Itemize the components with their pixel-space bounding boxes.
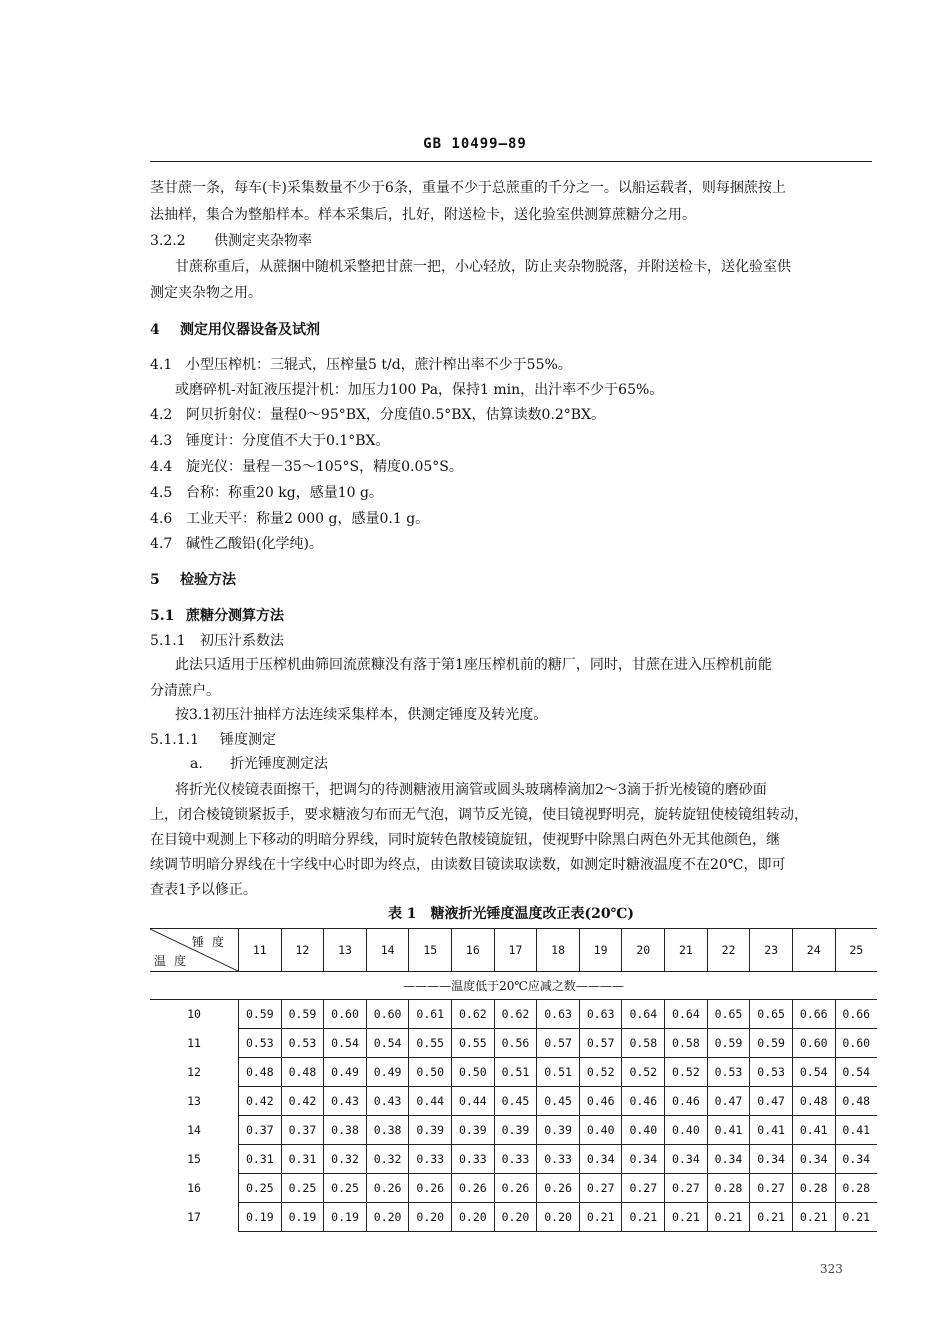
section-number: 5 <box>150 572 160 588</box>
table-cell: 0.48 <box>835 1087 877 1116</box>
table-row <box>150 1203 877 1232</box>
table-cell: 0.42 <box>281 1087 324 1116</box>
column-header: 12 <box>281 929 324 972</box>
column-header: 24 <box>792 929 835 972</box>
section-title: 锤度测定 <box>220 732 276 748</box>
table-cell: 0.27 <box>622 1174 665 1203</box>
table-cell: 0.43 <box>366 1087 409 1116</box>
table-cell: 0.58 <box>622 1029 665 1058</box>
corner-label-brix: 锤度 <box>191 935 232 949</box>
table-cell: 0.44 <box>452 1087 495 1116</box>
item-number: 4.5 <box>150 485 173 501</box>
corner-label-temp: 温度 <box>154 954 195 968</box>
row-temperature: 11 <box>187 1036 201 1050</box>
table-cell: 0.60 <box>366 1000 409 1029</box>
item-number: 4.2 <box>150 407 173 423</box>
item-text: 锤度计：分度值不大于0.1°BX。 <box>186 433 390 449</box>
paragraph-line: 上，闭合棱镜锁紧扳手，要求糖液匀布而无气泡，调节反光镜，使目镜视野明亮，旋转旋钮使棱镜组转动， <box>150 807 808 823</box>
table-cell: 0.59 <box>707 1029 750 1058</box>
item-text: 碱性乙酸铅(化学纯)。 <box>186 536 323 552</box>
item-number: 4.1 <box>150 357 173 373</box>
table-cell: 0.20 <box>409 1203 452 1232</box>
table-cell: 0.34 <box>835 1145 877 1174</box>
table-cell: 0.20 <box>366 1203 409 1232</box>
table-cell: 0.50 <box>452 1058 495 1087</box>
table-cell: 0.48 <box>239 1058 282 1087</box>
table-cell: 0.54 <box>792 1058 835 1087</box>
table-cell: 0.42 <box>239 1087 282 1116</box>
table-cell: 0.27 <box>750 1174 793 1203</box>
section-number: 5.1 <box>150 608 175 624</box>
section-5-1 <box>150 606 872 626</box>
table-cell: 0.38 <box>324 1116 367 1145</box>
column-header: 19 <box>579 929 622 972</box>
table-cell: 0.34 <box>792 1145 835 1174</box>
column-header: 11 <box>239 929 282 972</box>
table-cell: 0.33 <box>494 1145 537 1174</box>
table-cell: 0.64 <box>665 1000 708 1029</box>
item-a <box>190 754 872 774</box>
item-number: 4.3 <box>150 433 173 449</box>
item-4-3 <box>150 431 872 451</box>
table-note: ————温度低于20℃应减之数———— <box>150 972 877 1000</box>
table-cell: 0.62 <box>452 1000 495 1029</box>
paragraph-line: 测定夹杂物之用。 <box>150 285 262 301</box>
table-cell: 0.26 <box>537 1174 580 1203</box>
table-cell: 0.52 <box>579 1058 622 1087</box>
table-cell: 0.31 <box>239 1145 282 1174</box>
table-cell: 0.45 <box>494 1087 537 1116</box>
table-cell: 0.19 <box>281 1203 324 1232</box>
table-cell: 0.55 <box>409 1029 452 1058</box>
section-title: 检验方法 <box>180 572 236 588</box>
item-text: 小型压榨机：三辊式，压榨量5 t/d，蔗汁榨出率不少于55%。 <box>186 357 572 373</box>
table-cell: 0.62 <box>494 1000 537 1029</box>
table-cell: 0.27 <box>579 1174 622 1203</box>
table-cell: 0.20 <box>537 1203 580 1232</box>
section-number: 4 <box>150 322 160 338</box>
item-4-1 <box>150 355 872 375</box>
table-cell: 0.32 <box>324 1145 367 1174</box>
table-body <box>150 1000 877 1232</box>
table-cell: 0.58 <box>665 1029 708 1058</box>
table-cell: 0.47 <box>750 1087 793 1116</box>
table-cell: 0.54 <box>835 1058 877 1087</box>
paragraph-line: 分清蔗户。 <box>150 683 220 699</box>
section-number: 5.1.1.1 <box>150 732 199 748</box>
section-4 <box>150 320 872 340</box>
paragraph-line: 按3.1初压汁抽样方法连续采集样本，供测定锤度及转光度。 <box>175 707 548 723</box>
table-cell: 0.55 <box>452 1029 495 1058</box>
column-header: 20 <box>622 929 665 972</box>
item-number: a. <box>190 756 203 772</box>
table-cell: 0.34 <box>579 1145 622 1174</box>
section-title: 供测定夹杂物率 <box>214 233 312 249</box>
table-cell: 0.53 <box>750 1058 793 1087</box>
table-cell: 0.39 <box>452 1116 495 1145</box>
table-cell: 0.52 <box>622 1058 665 1087</box>
table-cell: 0.41 <box>707 1116 750 1145</box>
table-cell: 0.41 <box>750 1116 793 1145</box>
paragraph-line: 在目镜中观测上下移动的明暗分界线，同时旋转色散棱镜旋钮，使视野中除黑白两色外无其他颜色，继 <box>150 832 780 848</box>
table-cell: 0.49 <box>324 1058 367 1087</box>
table-cell: 0.21 <box>579 1203 622 1232</box>
table-cell: 0.59 <box>281 1000 324 1029</box>
paragraph-line: 甘蔗称重后，从蔗捆中随机采整把甘蔗一把，小心轻放，防止夹杂物脱落，并附送检卡，送化验室供 <box>175 259 791 275</box>
item-4-1-alt: 或磨碎机-对缸液压提汁机：加压力100 Pa，保持1 min，出汁率不少于65%。 <box>175 382 664 398</box>
table-cell: 0.26 <box>494 1174 537 1203</box>
table-cell: 0.56 <box>494 1029 537 1058</box>
table-cell: 0.65 <box>707 1000 750 1029</box>
table-row <box>150 1058 877 1087</box>
corner-cell <box>150 929 239 972</box>
table-cell: 0.26 <box>409 1174 452 1203</box>
table-cell: 0.19 <box>239 1203 282 1232</box>
table-cell: 0.46 <box>665 1087 708 1116</box>
column-header: 16 <box>452 929 495 972</box>
table-cell: 0.47 <box>707 1087 750 1116</box>
item-number: 4.6 <box>150 511 173 527</box>
page-number: 323 <box>820 1262 843 1276</box>
table-cell: 0.33 <box>452 1145 495 1174</box>
section-title: 测定用仪器设备及试剂 <box>180 322 320 338</box>
paragraph-line: 续调节明暗分界线在十字线中心时即为终点，由读数目镜读取读数，如测定时糖液温度不在20℃，即可 <box>150 857 786 873</box>
table-cell: 0.43 <box>324 1087 367 1116</box>
table-cell: 0.53 <box>281 1029 324 1058</box>
standard-header: GB 10499—89 <box>423 136 527 152</box>
item-text: 旋光仪：量程－35～105°S，精度0.05°S。 <box>186 459 463 475</box>
table-cell: 0.25 <box>281 1174 324 1203</box>
table-cell: 0.21 <box>665 1203 708 1232</box>
paragraph-line: 法抽样，集合为整船样本。样本采集后，扎好，附送检卡，送化验室供测算蔗糖分之用。 <box>150 207 696 223</box>
table-cell: 0.66 <box>835 1000 877 1029</box>
item-4-2 <box>150 405 872 425</box>
table-cell: 0.66 <box>792 1000 835 1029</box>
table-cell: 0.34 <box>665 1145 708 1174</box>
table-row <box>150 1029 877 1058</box>
section-5 <box>150 570 872 590</box>
header-rule <box>150 161 872 162</box>
column-header: 21 <box>665 929 708 972</box>
section-number: 3.2.2 <box>150 233 186 249</box>
table-cell: 0.33 <box>409 1145 452 1174</box>
section-5-1-1 <box>150 631 872 651</box>
table-cell: 0.32 <box>366 1145 409 1174</box>
table-cell: 0.26 <box>452 1174 495 1203</box>
table-cell: 0.41 <box>792 1116 835 1145</box>
row-temperature: 16 <box>187 1181 201 1195</box>
column-header: 13 <box>324 929 367 972</box>
table-cell: 0.25 <box>324 1174 367 1203</box>
table-cell: 0.20 <box>494 1203 537 1232</box>
item-title: 折光锤度测定法 <box>230 756 328 772</box>
table-cell: 0.39 <box>494 1116 537 1145</box>
row-temperature: 15 <box>187 1152 201 1166</box>
table-cell: 0.60 <box>792 1029 835 1058</box>
item-number: 4.7 <box>150 536 173 552</box>
item-4-5 <box>150 483 872 503</box>
table-cell: 0.46 <box>622 1087 665 1116</box>
correction-table <box>150 928 877 1232</box>
table-cell: 0.21 <box>622 1203 665 1232</box>
table-cell: 0.34 <box>622 1145 665 1174</box>
table-cell: 0.40 <box>579 1116 622 1145</box>
table-cell: 0.37 <box>239 1116 282 1145</box>
paragraph-line: 此法只适用于压榨机曲筛回流蔗糠没有落于第1座压榨机前的糖厂，同时，甘蔗在进入压榨机前能 <box>175 657 772 673</box>
table-cell: 0.40 <box>665 1116 708 1145</box>
table-note-row <box>150 972 877 1000</box>
table-cell: 0.21 <box>707 1203 750 1232</box>
table-cell: 0.31 <box>281 1145 324 1174</box>
table-cell: 0.49 <box>366 1058 409 1087</box>
table-cell: 0.51 <box>537 1058 580 1087</box>
table-cell: 0.65 <box>750 1000 793 1029</box>
table-cell: 0.45 <box>537 1087 580 1116</box>
table-cell: 0.52 <box>665 1058 708 1087</box>
section-number: 5.1.1 <box>150 633 186 649</box>
table-cell: 0.60 <box>835 1029 877 1058</box>
table-cell: 0.20 <box>452 1203 495 1232</box>
table-cell: 0.39 <box>409 1116 452 1145</box>
table-cell: 0.28 <box>835 1174 877 1203</box>
row-temperature: 17 <box>187 1210 201 1224</box>
table-cell: 0.48 <box>281 1058 324 1087</box>
table-cell: 0.33 <box>537 1145 580 1174</box>
table-cell: 0.21 <box>792 1203 835 1232</box>
column-header: 17 <box>494 929 537 972</box>
table-cell: 0.50 <box>409 1058 452 1087</box>
table-cell: 0.53 <box>239 1029 282 1058</box>
table-cell: 0.19 <box>324 1203 367 1232</box>
table-cell: 0.28 <box>792 1174 835 1203</box>
table-cell: 0.59 <box>239 1000 282 1029</box>
row-temperature: 12 <box>187 1065 201 1079</box>
table-cell: 0.53 <box>707 1058 750 1087</box>
table-cell: 0.40 <box>622 1116 665 1145</box>
table-caption: 表 1 糖液折光锤度温度改正表(20℃) <box>387 906 635 922</box>
section-5-1-1-1 <box>150 730 872 750</box>
table-cell: 0.28 <box>707 1174 750 1203</box>
table-cell: 0.41 <box>835 1116 877 1145</box>
column-header: 18 <box>537 929 580 972</box>
table-cell: 0.60 <box>324 1000 367 1029</box>
table-cell: 0.54 <box>366 1029 409 1058</box>
item-text: 阿贝折射仪：量程0～95°BX，分度值0.5°BX，估算读数0.2°BX。 <box>186 407 606 423</box>
table-cell: 0.39 <box>537 1116 580 1145</box>
table-cell: 0.21 <box>750 1203 793 1232</box>
table-cell: 0.57 <box>537 1029 580 1058</box>
table-cell: 0.57 <box>579 1029 622 1058</box>
table-cell: 0.63 <box>579 1000 622 1029</box>
section-title: 蔗糖分测算方法 <box>186 608 284 624</box>
table-header-row <box>150 929 877 972</box>
table-cell: 0.64 <box>622 1000 665 1029</box>
column-header: 23 <box>750 929 793 972</box>
column-header: 25 <box>835 929 877 972</box>
table-cell: 0.21 <box>835 1203 877 1232</box>
item-4-4 <box>150 457 872 477</box>
table-cell: 0.27 <box>665 1174 708 1203</box>
column-header: 14 <box>366 929 409 972</box>
table-cell: 0.38 <box>366 1116 409 1145</box>
column-header: 15 <box>409 929 452 972</box>
table-cell: 0.26 <box>366 1174 409 1203</box>
row-temperature: 13 <box>187 1094 201 1108</box>
item-number: 4.4 <box>150 459 173 475</box>
table-cell: 0.37 <box>281 1116 324 1145</box>
column-header: 22 <box>707 929 750 972</box>
row-temperature: 10 <box>187 1007 201 1022</box>
table-cell: 0.34 <box>750 1145 793 1174</box>
table-cell: 0.44 <box>409 1087 452 1116</box>
table-cell: 0.34 <box>707 1145 750 1174</box>
table-row <box>150 1116 877 1145</box>
table-cell: 0.48 <box>792 1087 835 1116</box>
table-cell: 0.61 <box>409 1000 452 1029</box>
paragraph-line: 茎甘蔗一条，每车(卡)采集数量不少于6条，重量不少于总蔗重的千分之一。以船运载者，则每捆蔗按上 <box>150 180 786 196</box>
item-text: 台称：称重20 kg，感量10 g。 <box>186 485 383 501</box>
table-cell: 0.25 <box>239 1174 282 1203</box>
table-cell: 0.46 <box>579 1087 622 1116</box>
table-cell: 0.59 <box>750 1029 793 1058</box>
table-row <box>150 1000 877 1029</box>
item-4-7 <box>150 534 872 554</box>
table-cell: 0.63 <box>537 1000 580 1029</box>
section-title: 初压汁系数法 <box>200 633 284 649</box>
table-cell: 0.54 <box>324 1029 367 1058</box>
section-3-2-2 <box>150 231 872 251</box>
paragraph-line: 将折光仪棱镜表面擦干，把调匀的待测糖液用滴管或圆头玻璃棒滴加2～3滴于折光棱镜的磨砂面 <box>175 782 767 798</box>
item-4-6 <box>150 509 872 529</box>
row-temperature: 14 <box>187 1123 201 1137</box>
item-text: 工业天平：称量2 000 g，感量0.1 g。 <box>186 511 430 527</box>
paragraph-line: 查表1予以修正。 <box>150 882 257 898</box>
table-cell: 0.51 <box>494 1058 537 1087</box>
table-row <box>150 1174 877 1203</box>
table-row <box>150 1087 877 1116</box>
table-row <box>150 1145 877 1174</box>
